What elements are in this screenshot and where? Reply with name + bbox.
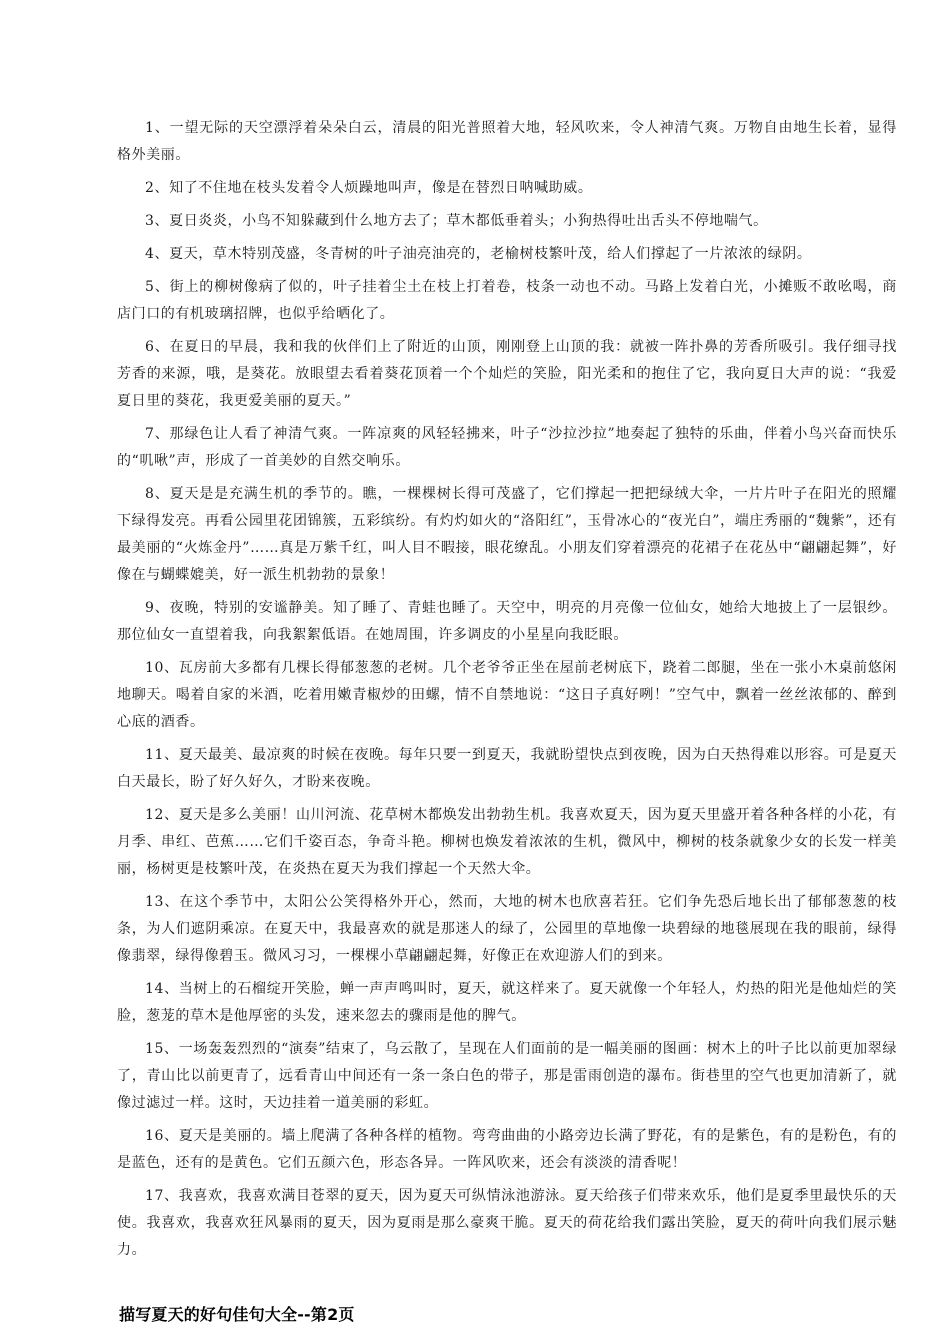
paragraph-7: 7、那绿色让人看了神清气爽。一阵凉爽的风轻轻拂来，叶子“沙拉沙拉”地奏起了独特的乐曲，伴着小鸟兴奋而快乐的“叽啾”声，形成了一首美妙的自然交响乐。 — [117, 426, 897, 469]
paragraph-15: 15、一场轰轰烈烈的“演奏”结束了，乌云散了，呈现在人们面前的是一幅美丽的图画：树木上的叶子比以前更加翠绿了，青山比以前更青了，远看青山中间还有一条一条白色的带子，那是雷雨创造的瀑布。街巷里的空气也更加清新了，就像过滤过一样。这时，天边挂着一道美丽的彩虹。 — [117, 1041, 897, 1111]
paragraph-3: 3、夏日炎炎，小鸟不知躲藏到什么地方去了；草木都低垂着头；小狗热得吐出舌头不停地喘气。 — [145, 213, 768, 229]
document-body — [117, 115, 897, 1270]
paragraph-1: 1、一望无际的天空漂浮着朵朵白云，清晨的阳光普照着大地，轻风吹来，令人神清气爽。万物自由地生长着，显得格外美丽。 — [117, 120, 897, 163]
paragraph-2: 2、知了不住地在枝头发着令人烦躁地叫声，像是在替烈日呐喊助威。 — [145, 180, 593, 196]
paragraph-6: 6、在夏日的早晨，我和我的伙伴们上了附近的山顶，刚刚登上山顶的我：就被一阵扑鼻的芳香所吸引。我仔细寻找芳香的来源，哦，是葵花。放眼望去看着葵花顶着一个个灿烂的笑脸，阳光柔和的抱住了它，我向夏日大声的说：“我爱夏日里的葵花，我更爱美丽的夏天。” — [117, 339, 897, 409]
page-footer: 描写夏天的好句佳句大全--第2页 — [119, 1305, 355, 1324]
paragraph-10: 10、瓦房前大多都有几棵长得郁葱葱的老树。几个老爷爷正坐在屋前老树底下，跷着二郎腿，坐在一张小木桌前悠闲地聊天。喝着自家的米酒，吃着用嫩青椒炒的田螺，情不自禁地说：“这日子真好咧！”空气中，飘着一丝丝浓郁的、醉到心底的酒香。 — [117, 660, 897, 730]
paragraph-12: 12、夏天是多么美丽！山川河流、花草树木都焕发出勃勃生机。我喜欢夏天，因为夏天里盛开着各种各样的小花，有月季、串红、芭蕉……它们千姿百态，争奇斗艳。柳树也焕发着浓浓的生机，微风中，柳树的枝条就象少女的长发一样美丽，杨树更是枝繁叶茂，在炎热在夏天为我们撑起一个天然大伞。 — [117, 807, 897, 877]
paragraph-4: 4、夏天，草木特别茂盛，冬青树的叶子油亮油亮的，老榆树枝繁叶茂，给人们撑起了一片浓浓的绿阴。 — [145, 246, 812, 262]
paragraph-14: 14、当树上的石榴绽开笑脸，蝉一声声鸣叫时，夏天，就这样来了。夏天就像一个年轻人，灼热的阳光是他灿烂的笑脸，葱茏的草木是他厚密的头发，速来忽去的骤雨是他的脾气。 — [117, 981, 897, 1024]
paragraph-13: 13、在这个季节中，太阳公公笑得格外开心，然而，大地的树木也欣喜若狂。它们争先恐后地长出了郁郁葱葱的枝条，为人们遮阴乘凉。在夏天中，我最喜欢的就是那迷人的绿了，公园里的草地像一块碧绿的地毯展现在我的眼前，绿得像翡翠，绿得像碧玉。微风习习，一棵棵小草翩翩起舞，好像正在欢迎游人们的到来。 — [117, 894, 897, 964]
paragraph-9: 9、夜晚，特别的安谧静美。知了睡了、青蛙也睡了。天空中，明亮的月亮像一位仙女，她给大地披上了一层银纱。那位仙女一直望着我，向我絮絮低语。在她周围，许多调皮的小星星向我眨眼。 — [117, 600, 897, 643]
paragraph-16: 16、夏天是美丽的。墙上爬满了各种各样的植物。弯弯曲曲的小路旁边长满了野花，有的是紫色，有的是粉色，有的是蓝色，还有的是黄色。它们五颜六色，形态各异。一阵风吹来，还会有淡淡的清香呢！ — [117, 1128, 897, 1171]
paragraph-5: 5、街上的柳树像病了似的，叶子挂着尘土在枝上打着卷，枝条一动也不动。马路上发着白光，小摊贩不敢吆喝，商店门口的有机玻璃招牌，也似乎给晒化了。 — [117, 279, 897, 322]
paragraph-11: 11、夏天最美、最凉爽的时候在夜晚。每年只要一到夏天，我就盼望快点到夜晚，因为白天热得难以形容。可是夏天白天最长，盼了好久好久，才盼来夜晚。 — [117, 747, 897, 790]
paragraph-17: 17、我喜欢，我喜欢满目苍翠的夏天，因为夏天可纵情泳池游泳。夏天给孩子们带来欢乐，他们是夏季里最快乐的天使。我喜欢，我喜欢狂风暴雨的夏天，因为夏雨是那么豪爽干脆。夏天的荷花给我们露出笑脸，夏天的荷叶向我们展示魅力。 — [117, 1188, 897, 1258]
paragraph-8: 8、夏天是是充满生机的季节的。瞧，一棵棵树长得可茂盛了，它们撑起一把把绿绒大伞，一片片叶子在阳光的照耀下绿得发亮。再看公园里花团锦簇，五彩缤纷。有灼灼如火的“洛阳红”，玉骨冰心的“夜光白”，端庄秀丽的“魏紫”，还有最美丽的“火炼金丹”……真是万紫千红，叫人目不暇接，眼花缭乱。小朋友们穿着漂亮的花裙子在花丛中“翩翩起舞”，好像在与蝴蝶媲美，好一派生机勃勃的景象！ — [117, 486, 897, 583]
